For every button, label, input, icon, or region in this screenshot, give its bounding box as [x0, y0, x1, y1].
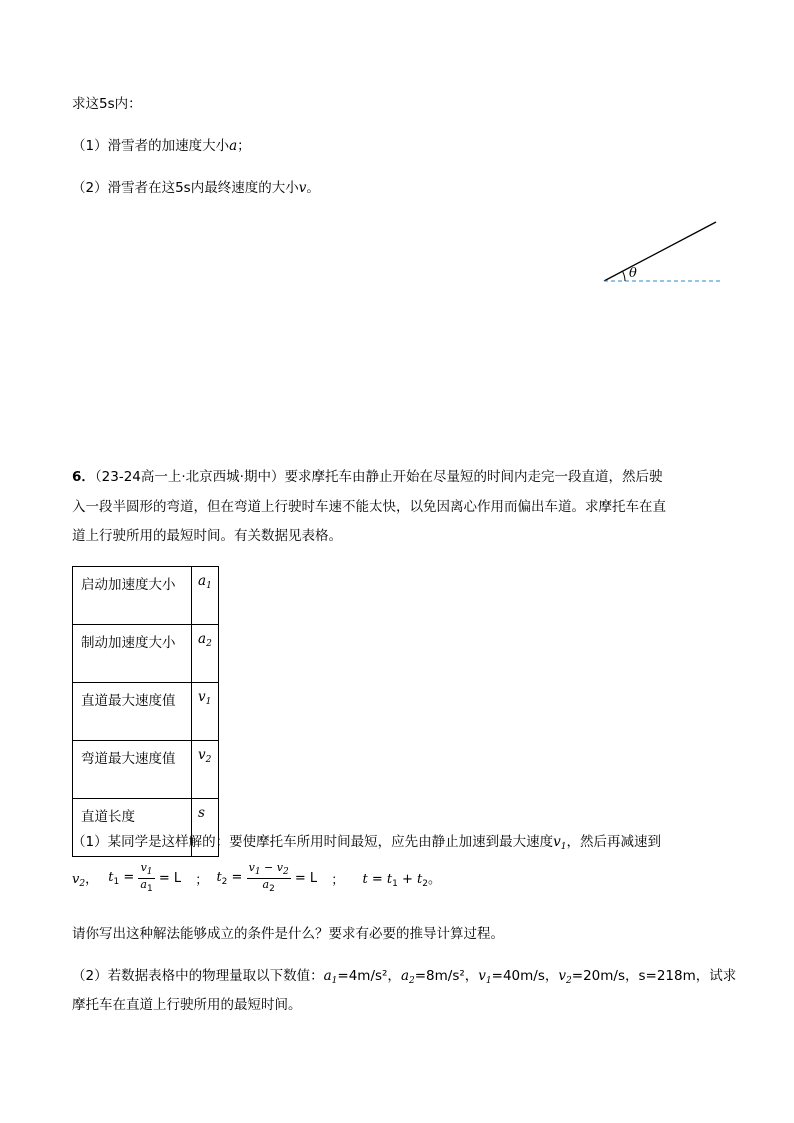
table-row [73, 567, 219, 625]
problem-6-line-1 [72, 467, 662, 487]
table-cell-label: 制动加速度大小 [73, 625, 192, 683]
fraction-t2: $\frac{v_1 - v_2}{a_2}$ [248, 861, 289, 894]
problem-6-text-1: （23-24高一上·北京西城·期中）要求摩托车由静止开始在尽量短的时间内走完一段直道，然后驶 [94, 469, 663, 485]
angle-arc [623, 271, 626, 281]
question-1 [72, 136, 251, 156]
table-cell-label: 启动加速度大小 [73, 567, 192, 625]
problem-6-line-3: 道上行驶所用的最短时间。有关数据见表格。 [72, 528, 342, 544]
question-2-end: 。 [306, 180, 320, 196]
angle-label: θ [629, 266, 637, 281]
fraction-t1: $\frac{v_1}{a_1}$ [140, 861, 153, 894]
table-cell-symbol: $a_1$ [192, 567, 219, 625]
solution-formula: $v_2$， $t_1$ = $\frac{v_1}{a_1}$ = L ； $t_2$ = $\frac{v_1 - v_2}{a_2}$ = L ； $t = t_1 + t_2$。 [72, 861, 442, 894]
data-table [72, 566, 219, 857]
sub-question-1-prompt: 请你写出这种解法能够成立的条件是什么？要求有必要的推导计算过程。 [72, 926, 504, 942]
table-cell-label: 直道长度 [73, 799, 192, 857]
question-1-var: a [229, 138, 238, 154]
sub-question-1-text-a: （1）某同学是这样解的：要使摩托车所用时间最短，应先由静止加速到最大速度 [72, 834, 554, 850]
sub-question-1-line-1: （1）某同学是这样解的：要使摩托车所用时间最短，应先由静止加速到最大速度$v_1$，然后再减速到 [72, 834, 661, 852]
slope-line [604, 222, 716, 281]
intro-text: 求这5s内： [72, 96, 142, 112]
table-cell-symbol: $v_1$ [192, 683, 219, 741]
problem-6-number: 6． [72, 469, 95, 485]
question-1-label: （1）滑雪者的加速度大小 [72, 138, 230, 154]
table-cell-label: 直道最大速度值 [73, 683, 192, 741]
table-cell-symbol: $a_2$ [192, 625, 219, 683]
table-cell-label: 弯道最大速度值 [73, 741, 192, 799]
table-row [73, 625, 219, 683]
question-2-label: （2）滑雪者在这5s内最终速度的大小 [72, 180, 299, 196]
question-2-var: v [298, 180, 307, 196]
sub-question-2-line-1: （2）若数据表格中的物理量取以下数值：$a_1=4m/s^2$，$a_2=8m/s^2$，$v_1=40m/s$，$v_2=20m/s$，s=218m，试求 [72, 968, 737, 986]
problem-6-line-2: 入一段半圆形的弯道，但在弯道上行驶时车速不能太快，以免因离心作用而偏出车道。求摩托车在直 [72, 499, 666, 515]
sub-question-1-text-b: ，然后再减速到 [566, 834, 661, 850]
table-cell-symbol: $v_2$ [192, 741, 219, 799]
table-row [73, 683, 219, 741]
slope-figure [598, 216, 728, 288]
table-cell-symbol: s [192, 799, 219, 857]
question-2 [72, 178, 320, 198]
sub-question-2-line-2: 摩托车在直道上行驶所用的最短时间。 [72, 997, 302, 1013]
table-row [73, 741, 219, 799]
question-1-end: ； [237, 138, 251, 154]
